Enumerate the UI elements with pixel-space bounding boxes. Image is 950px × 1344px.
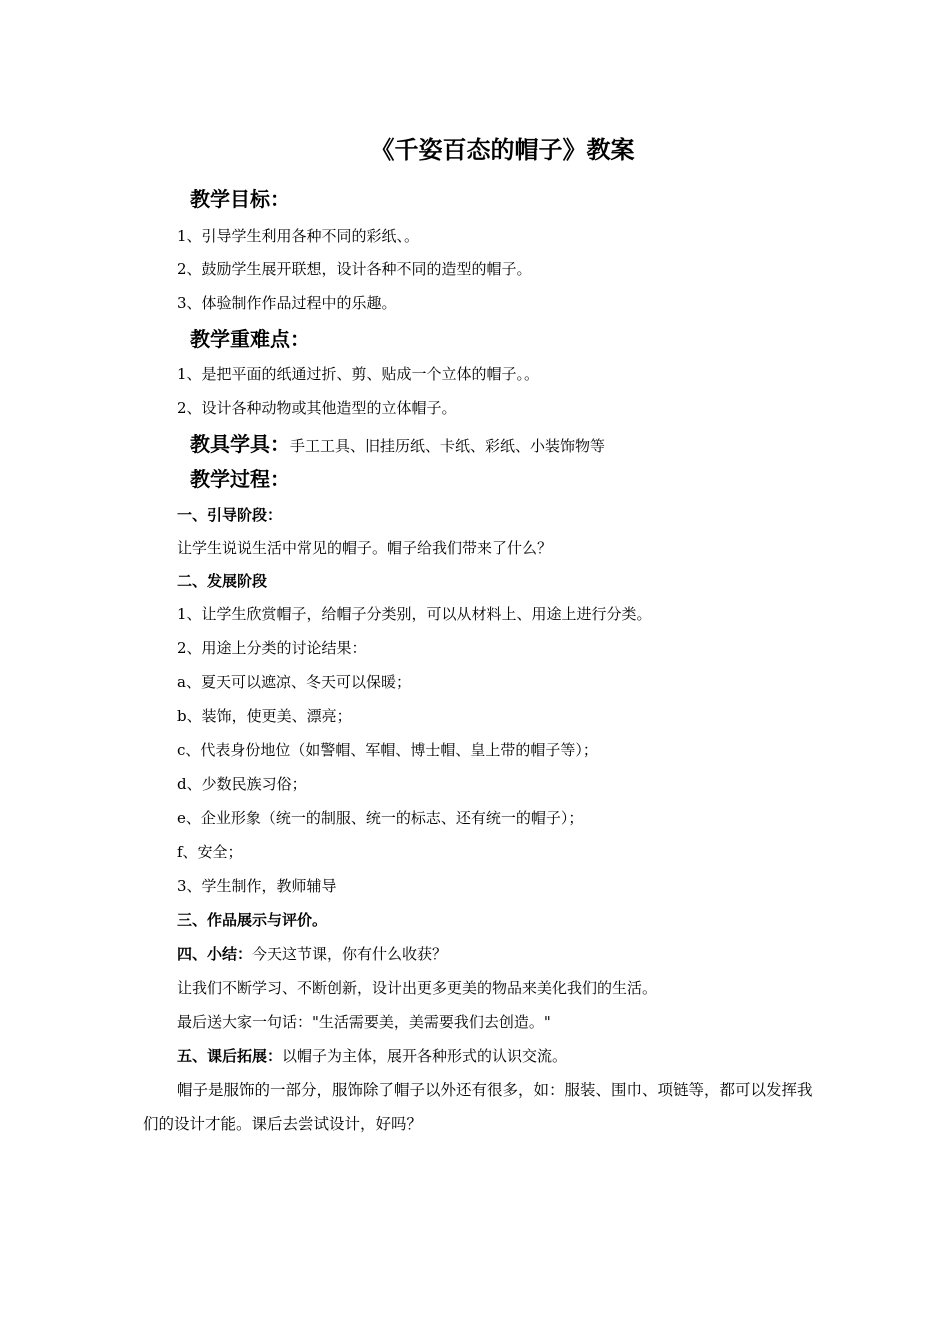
process-heading: 教学过程： (190, 467, 290, 491)
stage5-title: 五、课后拓展： (177, 1047, 283, 1065)
stage1-text: 让学生说说生活中常见的帽子。帽子给我们带来了什么？ (177, 539, 553, 557)
objectives-heading: 教学目标： (190, 187, 290, 211)
stage4-title: 四、小结： (177, 945, 253, 963)
stage4-line (177, 942, 447, 966)
key-points-heading: 教学重难点： (190, 327, 310, 351)
stage4-line2: 让我们不断学习、不断创新，设计出更多更美的物品来美化我们的生活。 (177, 979, 658, 997)
key-point-item-1: 1、是把平面的纸通过折、剪、贴成一个立体的帽子。。 (177, 365, 540, 383)
stage2-item: 2、用途上分类的讨论结果： (177, 639, 367, 657)
stage2-item: e、企业形象（统一的制服、统一的标志、还有统一的帽子）； (177, 809, 584, 827)
key-point-item-2: 2、设计各种动物或其他造型的立体帽子。 (177, 399, 457, 417)
objective-item-3: 3、体验制作作品过程中的乐趣。 (177, 294, 397, 312)
stage4-text: 今天这节课，你有什么收获？ (252, 945, 448, 963)
stage5-text: 以帽子为主体，展开各种形式的认识交流。 (282, 1047, 568, 1065)
stage5-line (177, 1044, 567, 1068)
stage1-title: 一、引导阶段： (177, 506, 283, 524)
stage2-item: 1、让学生欣赏帽子，给帽子分类别，可以从材料上、用途上进行分类。 (177, 605, 652, 623)
document-title: 《千姿百态的帽子》教案 (370, 136, 635, 164)
objective-item-1: 1、引导学生利用各种不同的彩纸、。 (177, 227, 420, 245)
tools-heading-label: 教具学具： (190, 432, 290, 456)
stage2-item: 3、学生制作，教师辅导 (177, 877, 337, 895)
stage4-line3: 最后送大家一句话："生活需要美，美需要我们去创造。" (177, 1013, 551, 1031)
tools-text: 手工工具、旧挂历纸、卡纸、彩纸、小装饰物等 (290, 437, 606, 455)
stage2-item: c、代表身份地位（如警帽、军帽、博士帽、皇上带的帽子等）； (177, 741, 598, 759)
tools-heading (190, 429, 605, 461)
objective-item-2: 2、鼓励学生展开联想，设计各种不同的造型的帽子。 (177, 260, 532, 278)
stage2-item: d、少数民族习俗； (177, 775, 307, 793)
stage2-item: b、装饰，使更美、漂亮； (177, 707, 352, 725)
stage2-item: a、夏天可以遮凉、冬天可以保暖； (177, 673, 411, 691)
stage2-item: f、安全； (177, 843, 243, 861)
stage2-title: 二、发展阶段 (177, 572, 268, 590)
stage3-title: 三、作品展示与评价。 (177, 911, 328, 929)
closing-paragraph: 帽子是服饰的一部分，服饰除了帽子以外还有很多，如：服装、围巾、项链等，都可以发挥我们的设计才能。课后去尝试设计，好吗？ (143, 1081, 813, 1133)
